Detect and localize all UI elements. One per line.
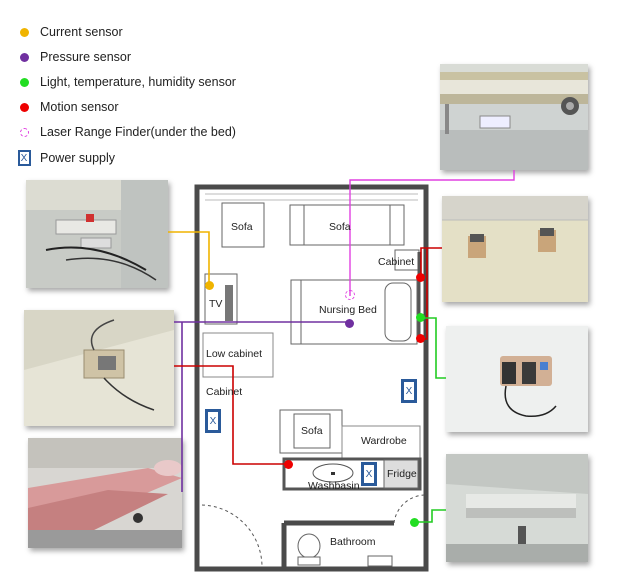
legend-label: Motion sensor — [40, 100, 119, 114]
window-top — [205, 194, 418, 200]
label-nursing-bed: Nursing Bed — [319, 304, 377, 316]
label-washbasin: Washbasin — [308, 480, 360, 492]
pressure-sensor-marker — [345, 319, 354, 328]
legend-label: Light, temperature, humidity sensor — [40, 75, 236, 89]
power-supply-marker-right: X — [401, 379, 417, 403]
laser-range-finder-marker — [345, 290, 355, 300]
motion-sensor-marker-bottom — [416, 334, 425, 343]
door-arc-entry — [202, 505, 262, 567]
label-cabinet-left: Cabinet — [206, 386, 243, 398]
light-sensor-marker-room — [416, 313, 425, 322]
label-sofa-1: Sofa — [231, 221, 253, 233]
line-current-sensor — [168, 232, 209, 285]
power-supply-icon: X — [18, 150, 31, 166]
label-fridge: Fridge — [387, 468, 417, 480]
line-motion-sensor-washbasin — [174, 366, 288, 464]
power-supply-marker-left: X — [205, 409, 221, 433]
current-sensor-marker — [205, 281, 214, 290]
light-sensor-marker-bathroom — [410, 518, 419, 527]
motion-sensor-marker-washbasin — [284, 460, 293, 469]
toilet — [298, 534, 320, 558]
power-supply-marker-washbasin: X — [361, 462, 377, 486]
motion-sensor-marker-top — [416, 273, 425, 282]
label-sofa-3: Sofa — [301, 425, 323, 437]
legend-label: Laser Range Finder(under the bed) — [40, 125, 236, 139]
legend-label: Pressure sensor — [40, 50, 132, 64]
label-sofa-2: Sofa — [329, 221, 351, 233]
label-cabinet-right: Cabinet — [378, 256, 415, 268]
label-tv: TV — [209, 298, 223, 310]
label-wardrobe: Wardrobe — [361, 435, 407, 447]
legend-label: Power supply — [40, 151, 116, 165]
label-bathroom: Bathroom — [330, 536, 376, 548]
bath-fixture — [368, 556, 392, 566]
door-arc-bathroom — [394, 495, 424, 523]
label-low-cabinet: Low cabinet — [206, 348, 263, 360]
legend-label: Current sensor — [40, 25, 123, 39]
